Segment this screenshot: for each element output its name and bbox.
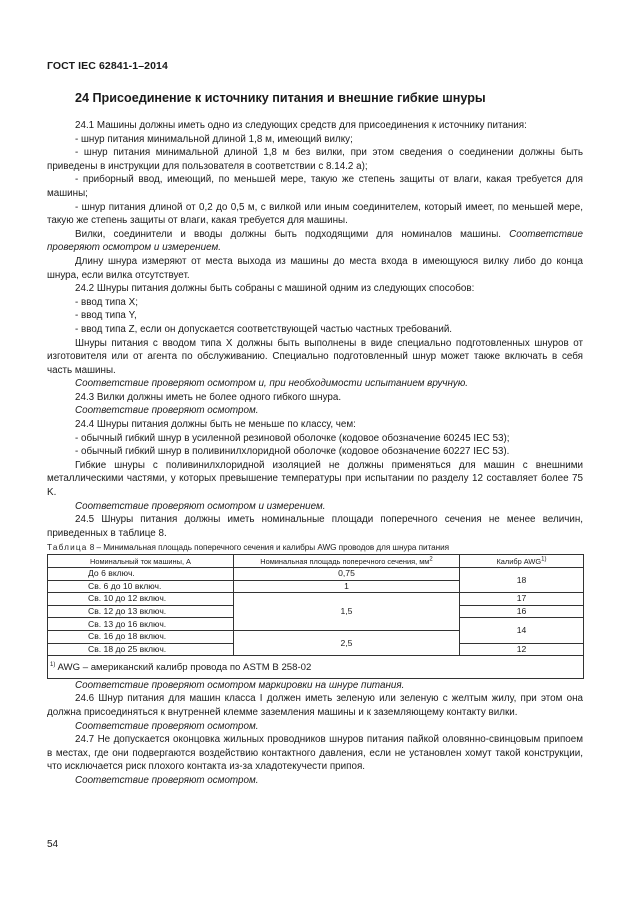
list-item: - ввод типа Y,: [75, 310, 137, 322]
list-item: - шнур питания минимальной длиной 1,8 м без вилки, при этом сведения о соединении должны быть приведены в инструкции для пользователя в соответствии с 8.14.2 а);: [47, 147, 583, 172]
section-title: 24 Присоединение к источнику питания и внешние гибкие шнуры: [75, 91, 486, 105]
paragraph: 24.2 Шнуры питания должны быть собраны с машиной одним из следующих способов:: [75, 283, 475, 295]
compliance-note: Соответствие проверяют осмотром и, при необходимости испытанием вручную.: [75, 378, 468, 390]
compliance-note: Соответствие проверяют осмотром маркировки на шнуре питания.: [75, 679, 405, 691]
awg-cell: 12: [460, 643, 584, 656]
standard-header: ГОСТ IEC 62841-1–2014: [47, 60, 168, 72]
header-current: Номинальный ток машины, А: [48, 555, 234, 568]
paragraph-text: Вилки, соединители и вводы должны быть подходящими для номиналов машины.: [75, 228, 510, 240]
current-cell: Св. 12 до 13 включ.: [48, 605, 234, 618]
table-caption: [47, 542, 583, 553]
header-awg: Калибр AWG$^{1)}$: [460, 555, 584, 568]
table-caption-prefix: Таблица: [47, 543, 88, 553]
current-cell: Св. 6 до 10 включ.: [48, 580, 234, 593]
current-cell: До 6 включ.: [48, 568, 234, 581]
table-row: [48, 593, 584, 606]
awg-cell: 18: [460, 568, 584, 593]
paragraph: Гибкие шнуры с поливинилхлоридной изоляцией не должны применяться для машин с внешними металлическими частями, у которых превышение температуры при испытании по разделу 12 составляет более 75 K.: [47, 459, 583, 499]
list-item: - обычный гибкий шнур в усиленной резиновой оболочке (кодовое обозначение 60245 IEC 53);: [75, 432, 510, 444]
area-cell: 1: [234, 580, 460, 593]
area-cell: 1,5: [234, 593, 460, 631]
paragraph: Шнуры питания с вводом типа X должны быть выполнены в виде специально подготовленных шнуров от изготовителя или от агента по обслуживанию. Специально подготовленный шнур может также включать в себя часть машины.: [47, 337, 583, 376]
compliance-note: Соответствие проверяют осмотром.: [75, 774, 259, 786]
compliance-note: Соответствие проверяют осмотром и измерением.: [75, 500, 326, 512]
area-cell: 2,5: [234, 630, 460, 655]
paragraph: 24.1 Машины должны иметь одно из следующих средств для присоединения к источнику питания:: [75, 120, 527, 131]
awg-cell: 16: [460, 605, 584, 618]
paragraph: 24.3 Вилки должны иметь не более одного гибкого шнура.: [75, 391, 342, 403]
table-footnote-row: [48, 656, 584, 679]
table-caption-text: 8 – Минимальная площадь поперечного сечения и калибры AWG проводов для шнура питания: [87, 543, 449, 553]
table-header-row: [48, 555, 584, 568]
list-item: - шнур питания минимальной длиной 1,8 м, имеющий вилку;: [75, 133, 353, 145]
compliance-note: Соответствие проверяют осмотром.: [75, 405, 259, 417]
cord-section-table: [47, 554, 584, 678]
awg-cell: 17: [460, 593, 584, 606]
paragraph: 24.7 Не допускается оконцовка жильных проводников шнуров питания пайкой оловянно-свинцовым припоем в местах, где они подвергаются воздействию контактного давления, если не установлен хомут такой конструкции, что исключается риск плохого контакта из-за хладотекучести припоя.: [47, 734, 583, 773]
paragraph: 24.6 Шнур питания для машин класса I должен иметь зеленую или зеленую с желтым жилу, при этом она должна присоединяться к внутренней клемме заземления машины и к заземляющему контакту вилки.: [47, 693, 583, 718]
page-number: 54: [47, 839, 59, 850]
compliance-note: Соответствие проверяют осмотром.: [75, 720, 259, 732]
list-item: - ввод типа Z, если он допускается соответствующей частью частных требований.: [75, 323, 453, 335]
paragraph: 24.5 Шнуры питания должны иметь номинальные площади поперечного сечения не менее величин, приведенных в таблице 8.: [47, 514, 583, 539]
paragraph: [47, 228, 583, 255]
current-cell: Св. 18 до 25 включ.: [48, 643, 234, 656]
list-item: - приборный ввод, имеющий, по меньшей мере, такую же степень защиты от влаги, какая требуется для машины;: [47, 174, 583, 199]
header-area: Номинальная площадь поперечного сечения, $мм^2$: [234, 555, 460, 568]
paragraph: Длину шнура измеряют от места выхода из машины до места входа в имеющуюся вилку либо до конца шнура, если вилка отсутствует.: [47, 255, 583, 281]
compliance-note: Соответствие проверяют осмотром и измерением.: [47, 228, 583, 254]
table-row: [48, 568, 584, 581]
awg-cell: 14: [460, 618, 584, 643]
list-item: - обычный гибкий шнур в поливинилхлоридной оболочке (кодовое обозначение 60227 IEC 53).: [75, 446, 510, 458]
current-cell: Св. 13 до 16 включ.: [48, 618, 234, 631]
paragraph: 24.4 Шнуры питания должны быть не меньше по классу, чем:: [75, 419, 356, 431]
document-body: [47, 119, 583, 788]
table-footnote: $^{1)}$ AWG – американский калибр провода по ASTM B 258-02: [48, 656, 584, 679]
current-cell: Св. 16 до 18 включ.: [48, 630, 234, 643]
area-cell: 0,75: [234, 568, 460, 581]
list-item: - ввод типа X;: [75, 296, 138, 308]
list-item: - шнур питания длиной от 0,2 до 0,5 м, с вилкой или иным соединителем, который имеет, по меньшей мере, такую же степень защиты от влаги, какая требуется для машины.: [47, 201, 583, 227]
current-cell: Св. 10 до 12 включ.: [48, 593, 234, 606]
